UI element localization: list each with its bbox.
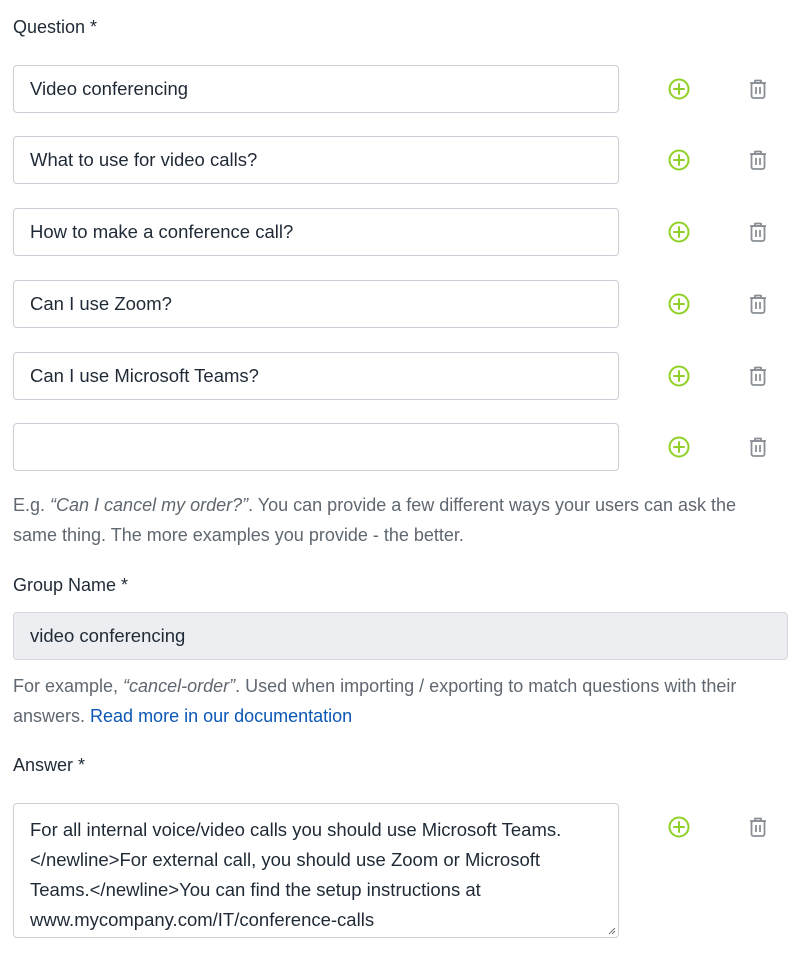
group-name-label: Group Name *: [13, 575, 129, 595]
question-hint: [13, 490, 783, 550]
add-row-icon[interactable]: [667, 364, 691, 388]
question-input[interactable]: Can I use Zoom?: [13, 280, 619, 328]
question-input[interactable]: Video conferencing: [13, 65, 619, 113]
add-row-icon[interactable]: [667, 815, 691, 839]
add-row-icon[interactable]: [667, 220, 691, 244]
question-input[interactable]: Can I use Microsoft Teams?: [13, 352, 619, 400]
hint-example: “cancel-order”: [123, 676, 236, 696]
trash-icon[interactable]: [746, 292, 770, 316]
trash-icon[interactable]: [746, 435, 770, 459]
question-input[interactable]: What to use for video calls?: [13, 136, 619, 184]
question-input[interactable]: How to make a conference call?: [13, 208, 619, 256]
answer-textarea[interactable]: [13, 803, 619, 938]
documentation-link[interactable]: Read more in our documentation: [90, 706, 353, 726]
hint-example: “Can I cancel my order?”: [50, 495, 249, 515]
hint-prefix: For example,: [13, 676, 124, 696]
answer-label: Answer *: [13, 755, 86, 775]
trash-icon[interactable]: [746, 364, 770, 388]
hint-suffix: . You can provide a few different ways your users can ask the same thing. The more examples you provide - the better.: [13, 495, 737, 545]
resize-handle-icon[interactable]: [606, 925, 616, 935]
question-input[interactable]: [13, 423, 619, 471]
add-row-icon[interactable]: [667, 148, 691, 172]
add-row-icon[interactable]: [667, 292, 691, 316]
trash-icon[interactable]: [746, 77, 770, 101]
add-row-icon[interactable]: [667, 435, 691, 459]
group-name-input[interactable]: video conferencing: [13, 612, 788, 660]
trash-icon[interactable]: [746, 220, 770, 244]
group-name-hint: [13, 671, 783, 731]
trash-icon[interactable]: [746, 148, 770, 172]
hint-prefix: E.g.: [13, 495, 51, 515]
add-row-icon[interactable]: [667, 77, 691, 101]
hint-suffix: . Used when importing / exporting to match questions with their answers.: [13, 676, 737, 726]
question-label: Question *: [13, 17, 98, 37]
trash-icon[interactable]: [746, 815, 770, 839]
answer-text: For all internal voice/video calls you should use Microsoft Teams.</newline>For external call, you should use Zoom or Microsoft Teams.</newline>You can find the setup instructions at www.mycompany.com/IT/conference-calls: [30, 819, 562, 930]
